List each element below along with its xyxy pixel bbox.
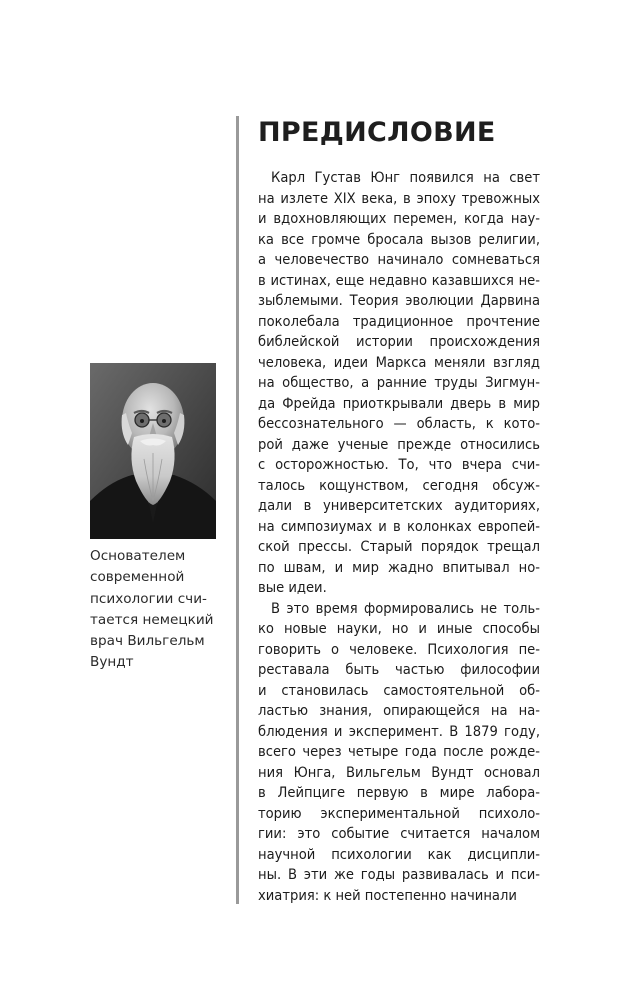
text-line: гии: это событие считается началом xyxy=(258,825,540,842)
text-line: человека, идеи Маркса меняли взгляд xyxy=(258,353,540,371)
text-line: ния Юнга, Вильгельм Вундт основал xyxy=(258,763,540,781)
text-line: В это время формировались не толь- xyxy=(271,599,540,617)
text-line: ластью знания, опирающейся на на- xyxy=(258,702,540,719)
portrait-photo xyxy=(90,363,216,539)
body-text xyxy=(258,168,540,906)
column-divider xyxy=(236,116,239,904)
text-line: Карл Густав Юнг появился на свет xyxy=(271,169,540,186)
text-line: в истинах, еще недавно казавшихся не- xyxy=(258,271,540,289)
text-line: вые идеи. xyxy=(258,579,327,596)
text-line: с осторожностью. То, что вчера счи- xyxy=(258,456,540,473)
text-line: зыблемыми. Теория эволюции Дарвина xyxy=(258,292,540,309)
paragraph xyxy=(258,168,540,599)
caption-line: Вундт xyxy=(90,654,134,671)
text-line: на симпозиумах и в колонках европей- xyxy=(258,517,540,535)
text-line: говорить о человеке. Психология пе- xyxy=(258,640,540,658)
text-line: и становилась самостоятельной об- xyxy=(258,681,540,699)
caption-line: тается немецкий xyxy=(90,611,214,628)
text-line: поколебала традиционное прочтение xyxy=(258,312,540,330)
text-line: ко новые науки, но и иные способы xyxy=(258,620,540,637)
chapter-heading: ПРЕДИСЛОВИЕ xyxy=(258,117,496,148)
text-line: библейской истории происхождения xyxy=(258,333,540,350)
text-line: талось кощунством, сегодня обсуж- xyxy=(258,476,540,494)
text-line: бессознательного — область, к кото- xyxy=(258,415,540,432)
text-line: в Лейпциге первую в мире лабора- xyxy=(258,784,540,801)
text-line: по швам, и мир жадно впитывал но- xyxy=(258,558,540,576)
caption-line: психологии счи- xyxy=(90,590,207,607)
text-line: да Фрейда приоткрывали дверь в мир xyxy=(258,394,540,412)
text-line: хиатрия: к ней постепенно начинали xyxy=(258,886,517,904)
text-line: а человечество начинало сомневаться xyxy=(258,251,540,268)
sidebar-figure xyxy=(90,363,222,674)
text-line: на общество, а ранние труды Зигмун- xyxy=(258,374,540,391)
text-line: ны. В эти же годы развивалась и пси- xyxy=(258,866,540,883)
text-line: на излете XIX века, в эпоху тревожных xyxy=(258,189,540,207)
text-line: рой даже ученые прежде относились xyxy=(258,435,540,453)
text-line: ской прессы. Старый порядок трещал xyxy=(258,538,540,555)
text-line: реставала быть частью философии xyxy=(258,661,540,678)
text-line: дали в университетских аудиториях, xyxy=(258,497,540,514)
text-line: всего через четыре года после рожде- xyxy=(258,743,540,760)
main-text-column xyxy=(258,110,540,906)
text-line: ка все громче бросала вызов религии, xyxy=(258,230,540,248)
caption-line: современной xyxy=(90,569,185,586)
text-line: торию экспериментальной психоло- xyxy=(258,804,540,822)
text-line: научной психологии как дисципли- xyxy=(258,845,540,863)
text-line: блюдения и эксперимент. В 1879 году, xyxy=(258,722,540,740)
caption-line: врач Вильгельм xyxy=(90,633,205,650)
portrait-caption xyxy=(90,546,222,674)
caption-line: Основателем xyxy=(90,548,186,564)
text-line: и вдохновляющих перемен, когда нау- xyxy=(258,210,540,227)
paragraph xyxy=(258,599,540,907)
